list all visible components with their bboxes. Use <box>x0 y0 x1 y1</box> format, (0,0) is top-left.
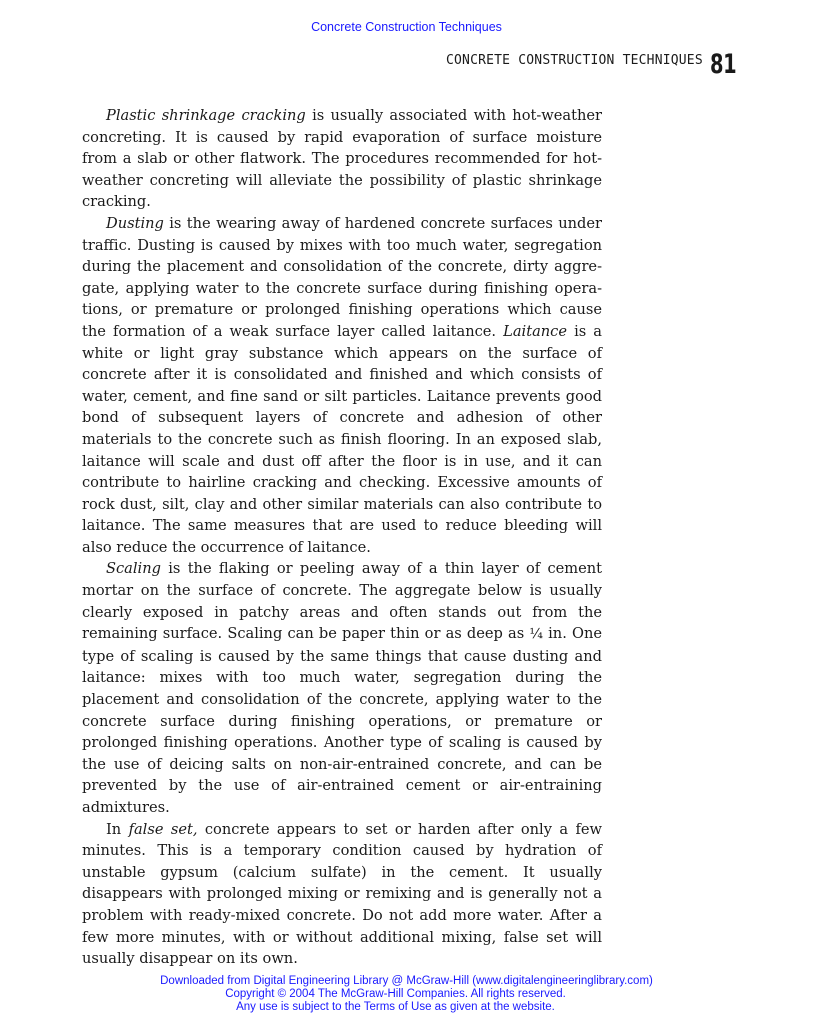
paragraph-plastic-shrinkage <box>82 105 602 213</box>
body-text <box>82 105 602 970</box>
page-number: 81 <box>710 49 737 80</box>
term-laitance: Laitance <box>503 322 567 340</box>
paragraph-text: is a white or light gray substance which appears on the surface of concrete after it is consolidated and finished and which consists of water, cement, and fine sand or silt particles. Laitance prevents good bond of subsequent layers of concrete and adhesion of other materials to the concrete such as finish flooring. In an exposed slab, laitance will scale and dust off after the floor is in use, and it can contribute to hairline cracking and checking. Excessive amounts of rock dust, silt, clay and other similar materials can also contribute to laitance. The same measures that are used to reduce bleeding will also reduce the occurrence of laitance. <box>82 322 602 556</box>
top-link[interactable]: Concrete Construction Techniques <box>311 20 502 34</box>
paragraph-text: is the wearing away of hardened concrete surfaces under traffic. Dusting is caused by mixes with too much water, segregation during the placement and consolidation of the concrete, dirty aggregate, applying water to the concrete surface during finishing operations, or premature or prolonged finishing operations which cause the formation of a weak surface layer called laitance. <box>82 214 602 340</box>
paragraph-scaling <box>82 558 602 818</box>
paragraph-dusting <box>82 213 602 559</box>
paragraph-text: is usually associated with hot-weather concreting. It is caused by rapid evaporation of surface moisture from a slab or other flatwork. The procedures recommended for hot-weather concreting will alleviate the possibility of plastic shrinkage cracking. <box>82 107 602 211</box>
term-false-set: false set, <box>128 820 198 838</box>
term-scaling: Scaling <box>106 560 161 578</box>
term-plastic-shrinkage: Plastic shrinkage cracking <box>106 107 306 124</box>
footer-download-link[interactable]: Downloaded from Digital Engineering Library @ McGraw-Hill (www.digitalengineeringlibrary.com) <box>160 975 653 987</box>
running-head: CONCRETE CONSTRUCTION TECHNIQUES <box>446 53 703 68</box>
paragraph-lead: In <box>106 820 129 838</box>
footer-copyright[interactable]: Copyright © 2004 The McGraw-Hill Companies. All rights reserved. <box>225 987 566 1000</box>
paragraph-text: concrete appears to set or harden after only a few minutes. This is a temporary condition caused by hydration of unstable gypsum (calcium sulfate) in the cement. It usually disappears with prolonged mixing or remixing and is generally not a problem with ready-mixed concrete. Do not add more water. After a few more minutes, with or without additional mixing, false set will usually disappear on its own. <box>82 820 602 968</box>
paragraph-false-set <box>82 819 602 970</box>
paragraph-text: is the flaking or peeling away of a thin layer of cement mortar on the surface of concrete. The aggregate below is usually clearly exposed in patchy areas and often stands out from the remaining surface. Scaling can be paper thin or as deep as <box>82 560 602 643</box>
footer <box>0 975 813 1013</box>
term-dusting: Dusting <box>106 214 164 232</box>
paragraph-text: in. One type of scaling is caused by the same things that cause dusting and laitance: mixes with too much water, segregation during the placement and consolidation of the concrete, applying water to the concrete surface during finishing operations, or premature or prolonged finishing operations. Another type of scaling is caused by the use of deicing salts on non-air-entrained concrete, and can be prevented by the use of air-entrained cement or air-entraining admixtures. <box>82 625 603 816</box>
fraction: ¼ <box>529 626 543 643</box>
footer-terms[interactable]: Any use is subject to the Terms of Use as given at the website. <box>236 1000 555 1013</box>
